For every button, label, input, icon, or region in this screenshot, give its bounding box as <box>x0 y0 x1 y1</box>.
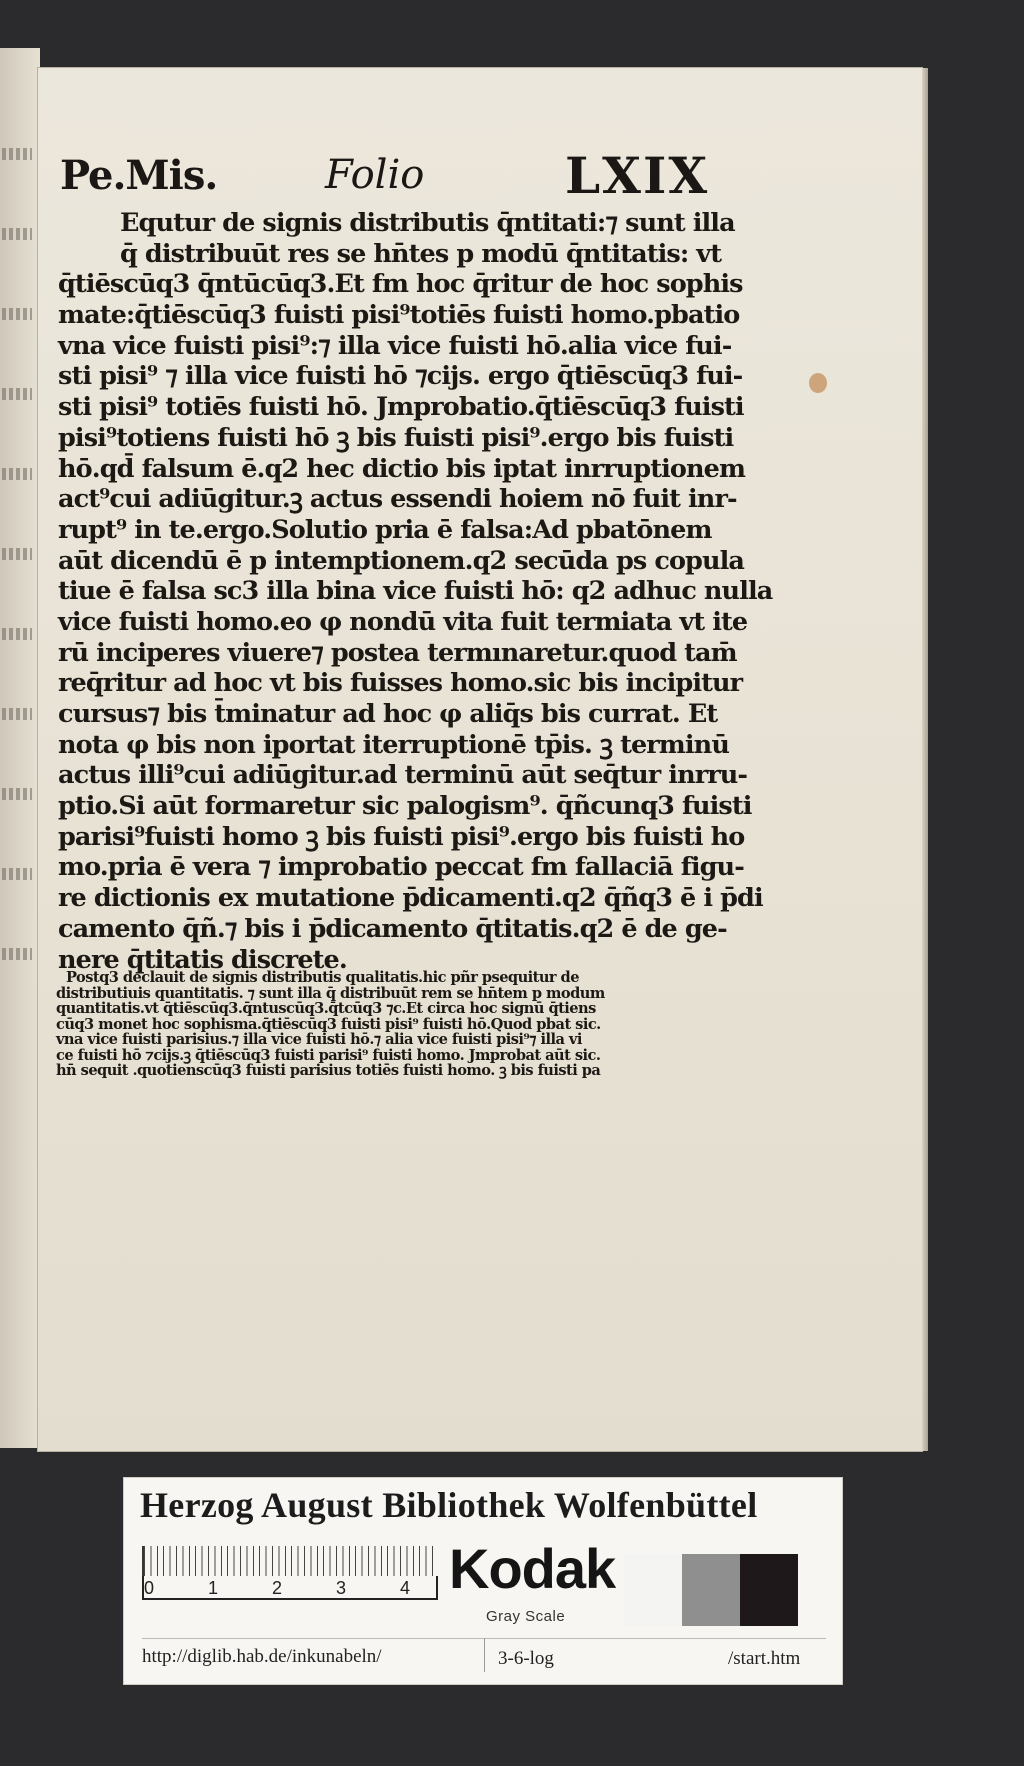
text-line: mate:q̄tiēscūq3 fuisti pisi⁹totiēs fuisti homo.pbatio <box>58 300 740 331</box>
text-line: q̄tiēscūq3 q̄ntūcūq3.Et fm hoc q̄ritur de hoc sophis <box>58 269 743 300</box>
kodak-logo: Kodak <box>449 1537 616 1600</box>
text-line: re dictionis ex mutatione p̄dicamenti.q2 q̄ñq3 ē i p̄di <box>58 883 763 914</box>
bleed-through-mark <box>2 708 32 720</box>
text-line: req̄ritur ad hoc vt bis fuisses homo.sic bis incipitur <box>58 668 743 699</box>
text-line: sti pisi⁹ totiēs fuisti hō. Jmprobatio.q̄tiēscūq3 fuisti <box>58 392 744 423</box>
commentary-line: cūq3 monet hoc sophisma.q̄tiēscūq3 fuisti pisi⁹ fuisti hō.Quod pbat sic. <box>56 1015 601 1033</box>
text-line: nota φ bis non iportat iterruptionē tp̄is. ꝫ terminū <box>58 729 729 760</box>
commentary-block <box>56 970 682 1079</box>
ruler-number: 3 <box>336 1578 347 1598</box>
text-line: sti pisi⁹ ⁊ illa vice fuisti hō ⁊cijs. ergo q̄tiēscūq3 fui- <box>58 361 743 392</box>
card-separator <box>484 1638 485 1672</box>
bleed-through-mark <box>2 148 32 160</box>
text-line: parisi⁹fuisti homo ꝫ bis fuisti pisi⁹.ergo bis fuisti ho <box>58 821 745 852</box>
commentary-line: hn̄ sequit .quotienscūq3 fuisti parisius totiēs fuisti homo. ꝫ bis fuisti pa <box>56 1062 601 1079</box>
ruler-ticks <box>142 1546 436 1576</box>
library-url: http://diglib.hab.de/inkunabeln/ <box>142 1646 382 1667</box>
library-name: Herzog August Bibliothek Wolfenbüttel <box>140 1485 758 1525</box>
digitization-card <box>124 1478 842 1684</box>
start-page: /start.htm <box>728 1648 801 1669</box>
bleed-through-mark <box>2 388 32 400</box>
text-line: ptio.Si aūt formaretur sic palogism⁹. q̄ñcunq3 fuisti <box>58 791 752 822</box>
bleed-through-mark <box>2 468 32 480</box>
bleed-through-mark <box>2 548 32 560</box>
page-stain <box>809 373 827 393</box>
shelfmark: 3-6-log <box>498 1648 554 1669</box>
bleed-through-mark <box>2 628 32 640</box>
folio-number: LXIX <box>565 146 710 205</box>
page-header <box>60 144 710 204</box>
left-page-edge <box>0 48 40 1448</box>
text-line: camento q̄ñ.⁊ bis i p̄dicamento q̄titatis.q2 ē de ge- <box>58 913 727 944</box>
text-line: tiue ē falsa sc3 illa bina vice fuisti hō: q2 adhuc nulla <box>58 576 773 607</box>
bleed-through-mark <box>2 868 32 880</box>
commentary-line: vna vice fuisti parisius.⁊ illa vice fuisti hō.⁊ alia vice fuisti pisi⁹⁊ illa vi <box>56 1031 582 1048</box>
text-line: mo.pria ē vera ⁊ improbatio peccat fm fallaciā figu- <box>58 852 744 883</box>
commentary-line: ce fuisti hō ⁊cijs.ꝫ q̄tiēscūq3 fuisti parisi⁹ fuisti homo. Jmprobat aūt sic. <box>56 1046 601 1064</box>
text-line: nere q̄titatis discrete. <box>58 944 347 975</box>
text-line: vice fuisti homo.eo φ nondū vita fuit termiata vt ite <box>58 606 748 637</box>
commentary-line: Postq3 declauit de signis distributis qualitatis.hic pñr psequitur de <box>66 969 579 986</box>
text-line: cursus⁊ bis t̄minatur ad hoc φ aliq̄s bis currat. Et <box>58 699 718 729</box>
bleed-through-mark <box>2 788 32 800</box>
swatch-white <box>624 1554 682 1626</box>
text-line: hō.qd̄ falsum ē.q2 hec dictio bis iptat inrruptionem <box>58 453 746 484</box>
gray-scale-label: Gray Scale <box>486 1608 566 1625</box>
book-page <box>38 68 922 1451</box>
text-line: vna vice fuisti pisi⁹:⁊ illa vice fuisti hō.alia vice fui- <box>58 330 732 361</box>
text-line: pisi⁹totiens fuisti hō ꝫ bis fuisti pisi⁹.ergo bis fuisti <box>58 422 734 453</box>
measurement-ruler <box>142 1546 434 1616</box>
bleed-through-mark <box>2 948 32 960</box>
commentary-line: quantitatis.vt q̄tiēscūq3.q̄ntuscūq3.q̄tcūq3 ⁊c.Et circa hoc signū q̄tiens <box>56 1000 596 1017</box>
text-line: act⁹cui adiūgitur.ꝫ actus essendi hoiem nō fuit inr- <box>58 484 737 515</box>
text-line: actus illi⁹cui adiūgitur.ad terminū aūt seq̄tur inrru- <box>58 760 748 791</box>
running-title: Pe.Mis. <box>60 152 218 199</box>
ruler-number: 0 <box>144 1578 155 1598</box>
ruler-number: 1 <box>208 1578 219 1598</box>
bleed-through-mark <box>2 308 32 320</box>
swatch-gray <box>682 1554 740 1626</box>
commentary-line: distributiuis quantitatis. ⁊ sunt illa q̄ distribuūt rem se hn̄tem p modum <box>56 984 605 1002</box>
text-line: rupt⁹ in te.ergo.Solutio pria ē falsa:Ad pbatōnem <box>58 514 712 545</box>
text-line: Equtur de signis distributis q̄ntitati:⁊ sunt illa <box>120 208 735 238</box>
text-line: aūt dicendū ē p intemptionem.q2 secūda ps copula <box>58 545 745 576</box>
ruler-number: 4 <box>400 1578 411 1598</box>
text-line: rū inciperes viuere⁊ postea termınaretur.quod tam̄ <box>58 637 737 668</box>
ruler-number: 2 <box>272 1578 283 1598</box>
text-line: q̄ distribuūt res se hn̄tes p modū q̄ntitatis: vt <box>120 238 722 269</box>
main-text-block <box>58 208 773 975</box>
bleed-through-mark <box>2 228 32 240</box>
ruler-base <box>142 1576 438 1600</box>
folio-label: Folio <box>325 152 425 198</box>
swatch-black <box>740 1554 798 1626</box>
